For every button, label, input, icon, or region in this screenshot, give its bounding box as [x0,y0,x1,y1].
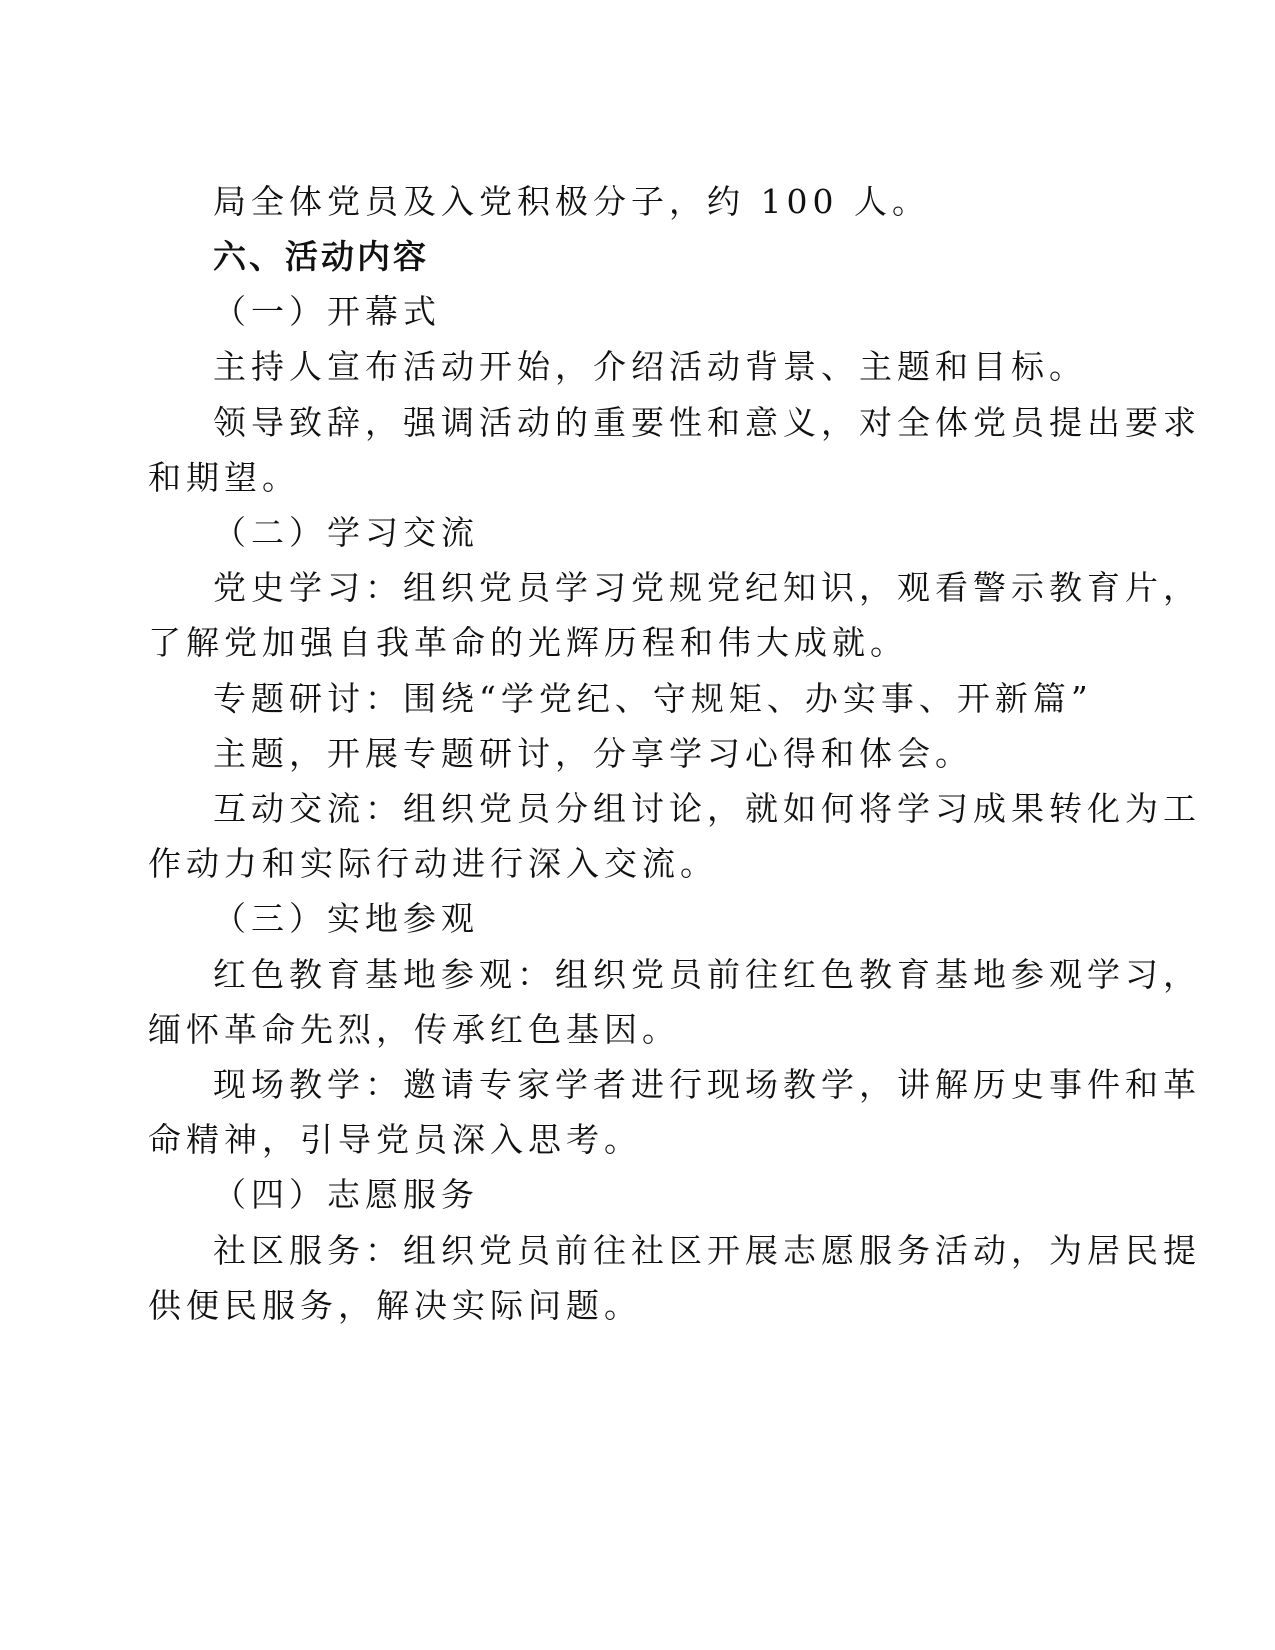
section-heading: 六、活动内容 [213,237,429,276]
paragraph-line: 互动交流：组织党员分组讨论，就如何将学习成果转化为工 [213,789,1201,828]
paragraph-line: 了解党加强自我革命的光辉历程和伟大成就。 [148,623,908,662]
paragraph-line: 专题研讨：围绕“学党纪、守规矩、办实事、开新篇” [213,679,1093,718]
paragraph-line: 供便民服务，解决实际问题。 [148,1286,642,1325]
paragraph-line: 作动力和实际行动进行深入交流。 [148,844,718,883]
paragraph-line: 现场教学：邀请专家学者进行现场教学，讲解历史事件和革 [213,1065,1201,1104]
subsection-heading: （三）实地参观 [213,899,479,938]
paragraph-line: 领导致辞，强调活动的重要性和意义，对全体党员提出要求 [213,403,1201,442]
paragraph-line: 缅怀革命先烈，传承红色基因。 [148,1010,680,1049]
paragraph-line: 和期望。 [148,458,300,497]
paragraph-line: 主持人宣布活动开始，介绍活动背景、主题和目标。 [213,347,1087,386]
paragraph-line: 主题，开展专题研讨，分享学习心得和体会。 [213,734,973,773]
subsection-heading: （四）志愿服务 [213,1175,479,1214]
subsection-heading: （一）开幕式 [213,292,441,331]
subsection-heading: （二）学习交流 [213,513,479,552]
paragraph-line: 命精神，引导党员深入思考。 [148,1120,642,1159]
paragraph-line: 社区服务：组织党员前往社区开展志愿服务活动，为居民提 [213,1231,1201,1270]
paragraph-line: 局全体党员及入党积极分子，约 100 人。 [213,182,930,221]
paragraph-line: 红色教育基地参观：组织党员前往红色教育基地参观学习， [213,955,1201,994]
paragraph-line: 党史学习：组织党员学习党规党纪知识，观看警示教育片， [213,568,1201,607]
